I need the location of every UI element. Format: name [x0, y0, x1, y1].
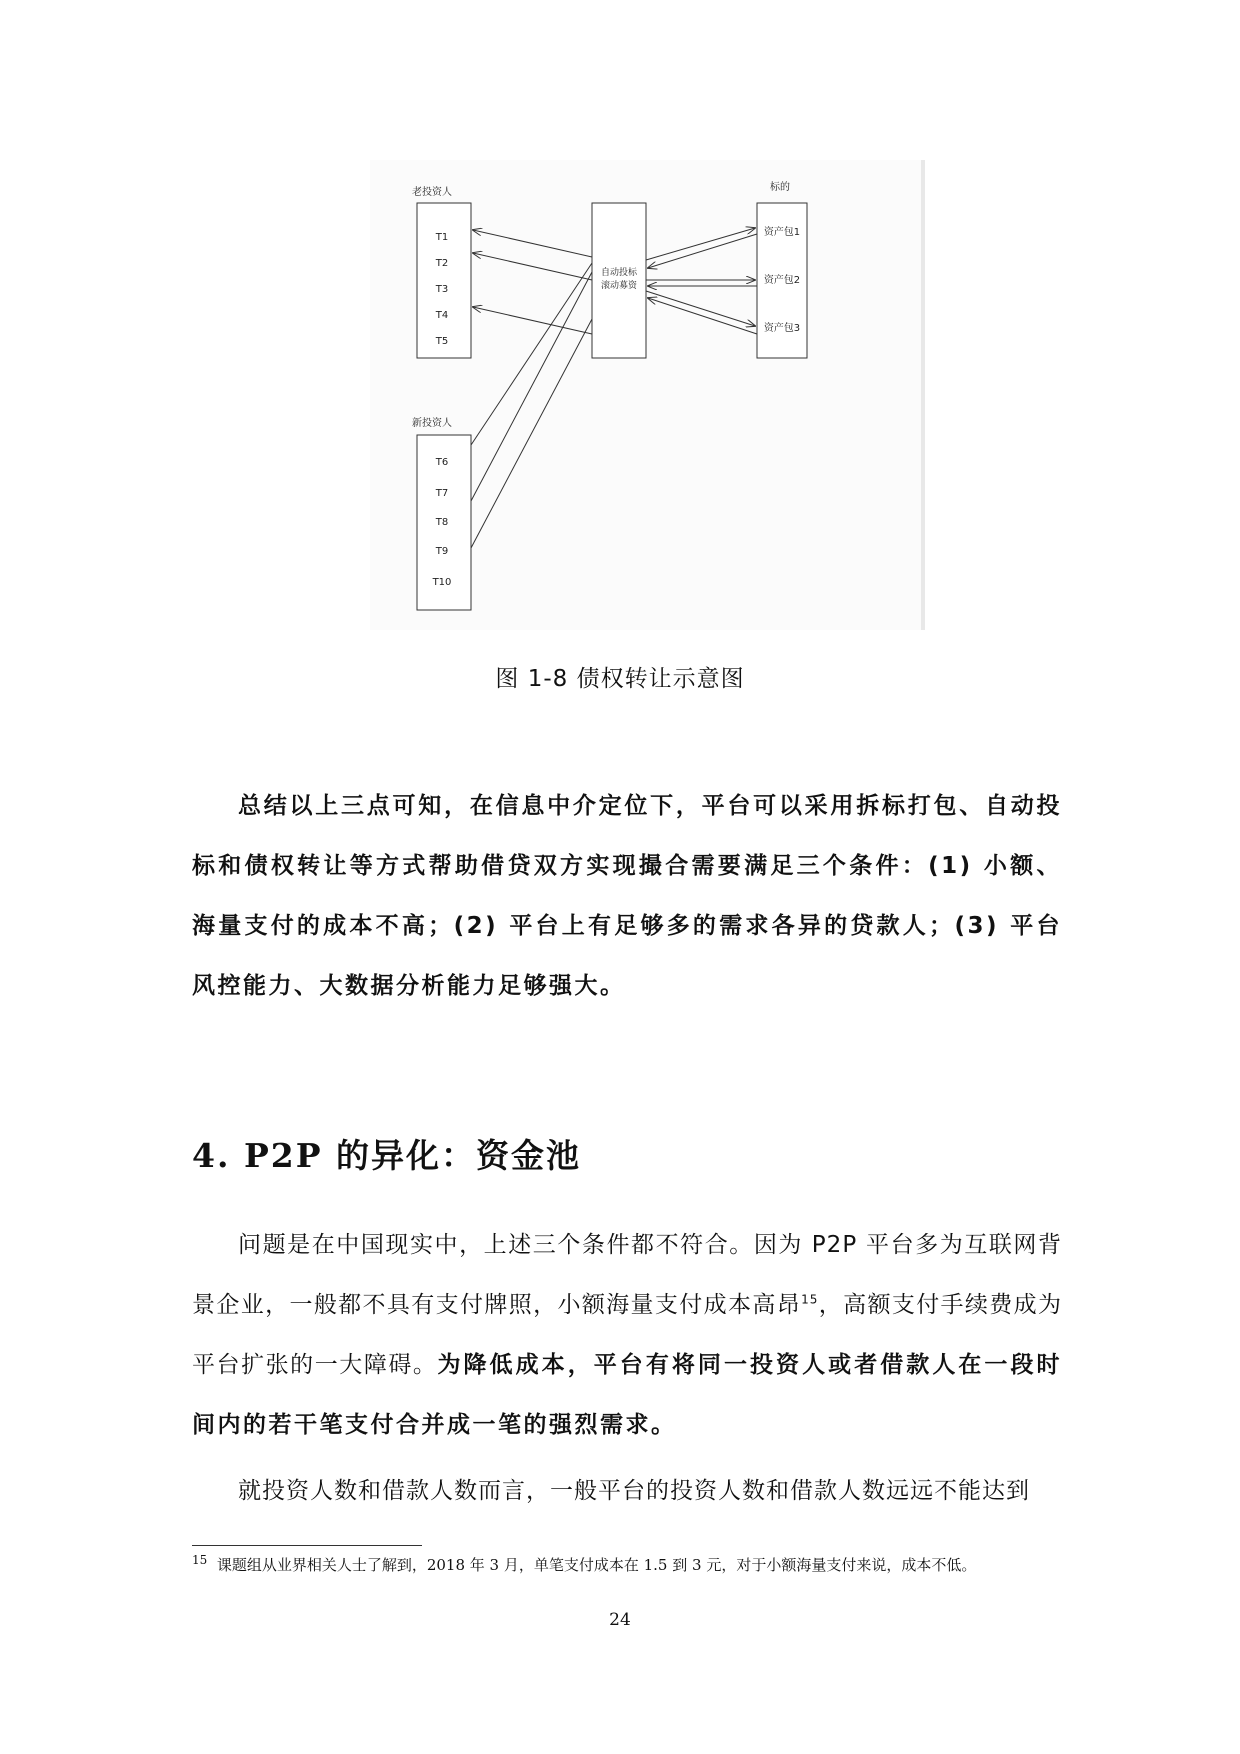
paragraph-2	[192, 1215, 1062, 1455]
footnote-divider	[192, 1545, 422, 1546]
arrow-center-to-pkg1	[646, 228, 755, 260]
new-investor-t6: T6	[435, 457, 449, 468]
old-investor-t1: T1	[435, 232, 449, 243]
paragraph-2-text: 问题是在中国现实中，上述三个条件都不符合。因为 P2P 平台多为互联网背景企业，一般都不具有支付牌照，小额海量支付成本高昂	[192, 1232, 1062, 1318]
arrow-center-to-t2	[473, 253, 592, 280]
footnote-text: 课题组从业界相关人士了解到，2018 年 3 月，单笔支付成本在 1.5 到 3 元，对于小额海量支付来说，成本不低。	[216, 1556, 977, 1574]
old-investor-t2: T2	[435, 258, 449, 269]
page-number: 24	[609, 1610, 631, 1630]
section-title: 4. P2P 的异化：资金池	[192, 1136, 582, 1175]
arrow-center-to-t1	[473, 230, 592, 257]
new-investor-t10: T10	[432, 577, 452, 588]
auto-invest-label-line1: 自动投标	[600, 268, 638, 278]
line-t8-to-center	[471, 272, 592, 501]
summary-paragraph: 总结以上三点可知，在信息中介定位下，平台可以采用拆标打包、自动投标和债权转让等方式帮助借贷双方实现撮合需要满足三个条件：(1) 小额、海量支付的成本不高；(2) 平台上有足够多的需求各异的贷款人；(3) 平台风控能力、大数据分析能力足够强大。	[192, 793, 1062, 999]
footnote-15	[192, 1553, 1062, 1577]
arrow-pkg1-to-center	[648, 234, 757, 268]
new-investor-t9: T9	[435, 546, 449, 557]
paragraph-2-bold: 为降低成本，平台有将同一投资人或者借款人在一段时间内的若干笔支付合并成一笔的强烈需求。	[192, 1352, 1063, 1438]
target-asset-package-1: 资产包1	[763, 227, 801, 238]
target-asset-package-2: 资产包2	[763, 275, 801, 286]
footnote-number: 15	[192, 1553, 208, 1567]
paragraph-2-text-cont: ，高额支付手续费成为平台扩张的一大障碍。	[192, 1292, 1063, 1378]
figure-caption: 图 1-8 债权转让示意图	[495, 666, 745, 692]
arrow-center-to-pkg3	[646, 291, 755, 326]
summary-paragraph-block	[192, 776, 1062, 1016]
old-investor-t4: T4	[435, 310, 449, 321]
debt-transfer-figure	[370, 160, 925, 630]
footnote-ref-15[interactable]: 15	[801, 1292, 819, 1307]
old-investors-box	[417, 203, 471, 358]
paragraph-2-block	[192, 1215, 1062, 1455]
new-investor-t8: T8	[435, 517, 449, 528]
paragraph-3: 就投资人数和借款人数而言，一般平台的投资人数和借款人数远远不能达到	[238, 1478, 1030, 1504]
debt-transfer-diagram	[370, 160, 925, 630]
targets-label: 标的	[770, 182, 790, 193]
arrow-pkg3-to-center	[648, 298, 757, 334]
old-investor-t5: T5	[435, 336, 449, 347]
paragraph-3-block	[192, 1461, 1062, 1521]
old-investor-t3: T3	[435, 284, 449, 295]
arrow-center-to-t5	[473, 307, 592, 334]
auto-invest-label-line2: 滚动募资	[600, 281, 638, 291]
old-investors-label: 老投资人	[412, 187, 452, 198]
target-asset-package-3: 资产包3	[763, 323, 801, 334]
new-investor-t7: T7	[435, 488, 449, 499]
new-investors-label: 新投资人	[412, 418, 452, 429]
